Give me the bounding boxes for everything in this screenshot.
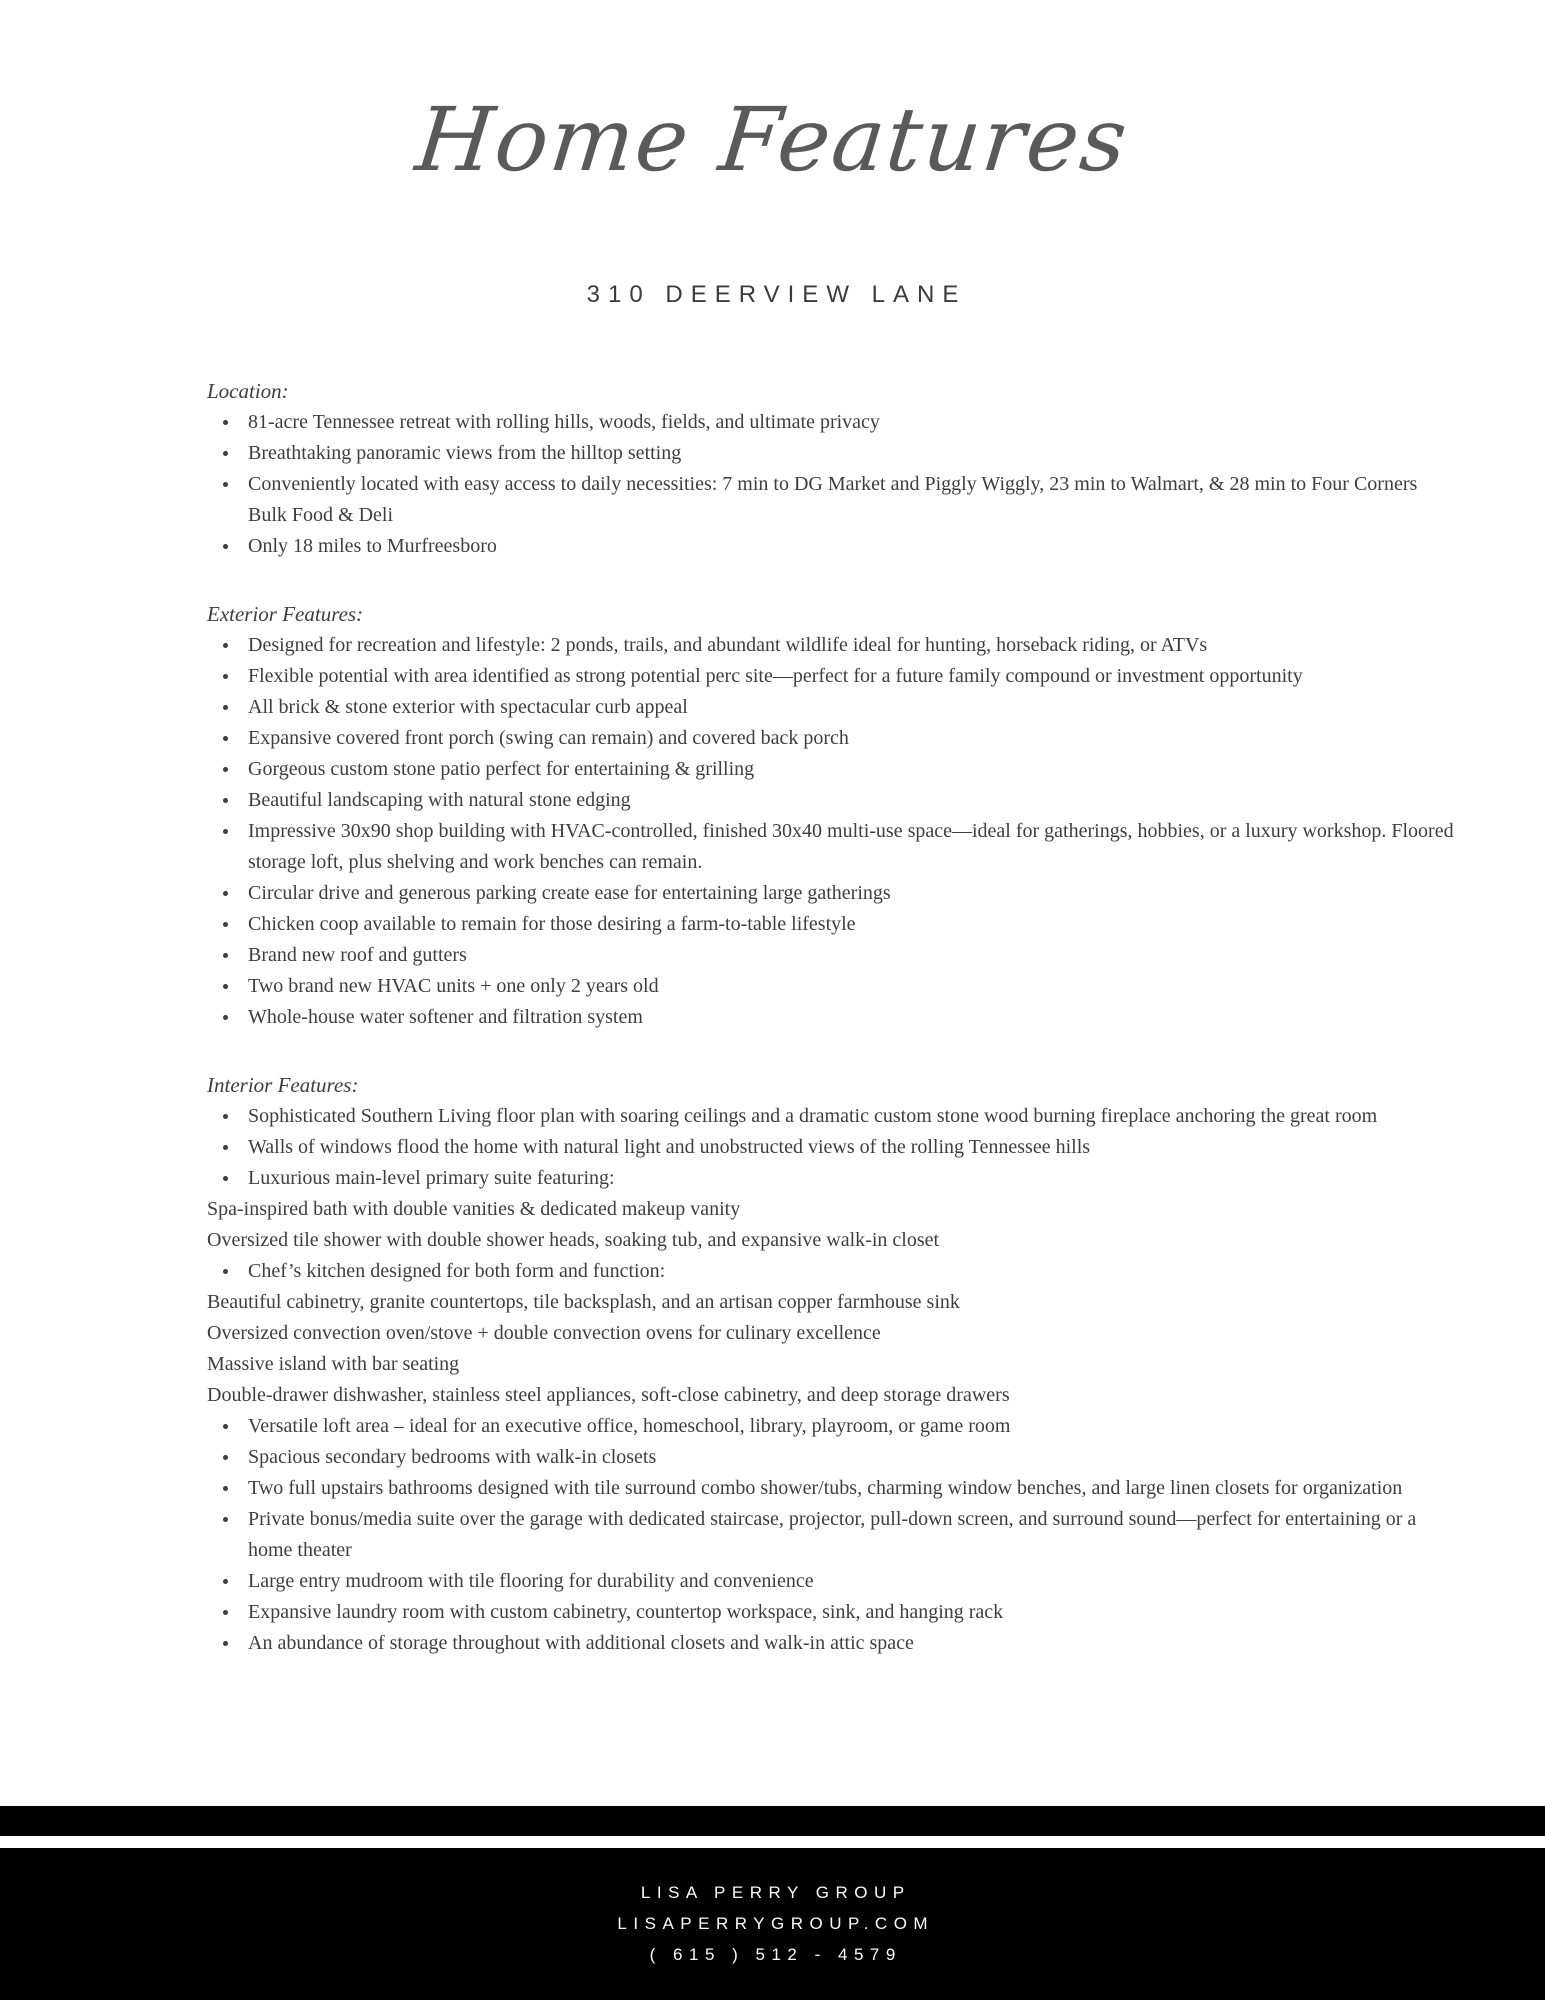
bullet-icon [223,798,228,803]
bullet-list-item [207,1504,1458,1566]
bullet-list-item [207,1101,1458,1132]
item-text: Expansive laundry room with custom cabinetry, countertop workspace, sink, and hanging rack [248,1601,1004,1623]
bullet-list-item [207,785,1458,816]
bullet-icon [223,643,228,648]
bullet-list-item [207,1473,1458,1504]
bullet-list-item [207,1132,1458,1163]
section-heading: Interior Features: [207,1073,359,1097]
bullet-icon [223,922,228,927]
item-text: Designed for recreation and lifestyle: 2 ponds, trails, and abundant wildlife ideal for hunting, horseback riding, or ATVs [248,634,1208,656]
bullet-list-item [207,692,1458,723]
section [207,1070,1458,1659]
item-text: Versatile loft area – ideal for an executive office, homeschool, library, playroom, or game room [248,1415,1011,1437]
bullet-icon [223,1145,228,1150]
plain-list-item [207,1194,1458,1225]
bullet-list-item [207,531,1458,562]
bullet-icon [223,829,228,834]
plain-list-item [207,1225,1458,1256]
bullet-icon [223,1015,228,1020]
features-content [207,376,1458,1659]
item-text: Two full upstairs bathrooms designed with tile surround combo shower/tubs, charming window benches, and large linen closets for organization [248,1477,1403,1499]
bullet-list-item [207,1566,1458,1597]
item-text: Flexible potential with area identified as strong potential perc site—perfect for a future family compound or investment opportunity [248,665,1303,687]
bullet-list-item [207,754,1458,785]
section [207,376,1458,562]
bullet-icon [223,1579,228,1584]
bullet-icon [223,482,228,487]
item-text: 81-acre Tennessee retreat with rolling hills, woods, fields, and ultimate privacy [248,411,880,433]
item-text: Massive island with bar seating [207,1353,460,1375]
section-heading: Location: [207,379,289,403]
item-text: Walls of windows flood the home with natural light and unobstructed views of the rolling Tennessee hills [248,1136,1091,1158]
item-text: Chicken coop available to remain for those desiring a farm-to-table lifestyle [248,913,856,935]
item-text: All brick & stone exterior with spectacular curb appeal [248,696,688,718]
item-text: Beautiful cabinetry, granite countertops, tile backsplash, and an artisan copper farmhouse sink [207,1291,960,1313]
bullet-list-item [207,971,1458,1002]
item-text: Only 18 miles to Murfreesboro [248,535,497,557]
bullet-list-item [207,1002,1458,1033]
bullet-icon [223,767,228,772]
bullet-list-item [207,1597,1458,1628]
bullet-icon [223,1641,228,1646]
bullet-list-item [207,1411,1458,1442]
item-text: Gorgeous custom stone patio perfect for entertaining & grilling [248,758,755,780]
bullet-icon [223,451,228,456]
bullet-icon [223,1424,228,1429]
bullet-list-item [207,723,1458,754]
bullet-icon [223,984,228,989]
bullet-icon [223,736,228,741]
item-text: Breathtaking panoramic views from the hilltop setting [248,442,682,464]
property-address: 310 DEERVIEW LANE [586,281,967,308]
bullet-icon [223,1610,228,1615]
plain-list-item [207,1287,1458,1318]
bullet-list-item [207,909,1458,940]
bullet-icon [223,1517,228,1522]
plain-list-item [207,1349,1458,1380]
footer-phone: ( 615 ) 512 - 4579 [649,1945,902,1964]
bullet-icon [223,420,228,425]
bullet-list-item [207,1256,1458,1287]
item-text: Oversized convection oven/stove + double convection ovens for culinary excellence [207,1322,881,1344]
item-text: Conveniently located with easy access to daily necessities: 7 min to DG Market and Piggly Wiggly, 23 min to Walmart, & 28 min to Four Corners Bulk Food & Deli [248,473,1418,526]
footer-website: LISAPERRYGROUP.COM [617,1914,935,1933]
bullet-icon [223,891,228,896]
item-text: Two brand new HVAC units + one only 2 years old [248,975,659,997]
bullet-list-item [207,940,1458,971]
footer [0,1848,1545,2000]
item-text: Circular drive and generous parking create ease for entertaining large gatherings [248,882,891,904]
item-text: Sophisticated Southern Living floor plan with soaring ceilings and a dramatic custom stone wood burning fireplace anchoring the great room [248,1105,1378,1127]
item-text: An abundance of storage throughout with additional closets and walk-in attic space [248,1632,914,1654]
bullet-list-item [207,1628,1458,1659]
plain-list-item [207,1318,1458,1349]
item-text: Spa-inspired bath with double vanities & dedicated makeup vanity [207,1198,741,1220]
bullet-list-item [207,661,1458,692]
bullet-list-item [207,1163,1458,1194]
bullet-icon [223,1269,228,1274]
bullet-icon [223,1114,228,1119]
bullet-list-item [207,630,1458,661]
bullet-icon [223,1486,228,1491]
section [207,599,1458,1033]
item-text: Double-drawer dishwasher, stainless steel appliances, soft-close cabinetry, and deep storage drawers [207,1384,1010,1406]
item-text: Brand new roof and gutters [248,944,467,966]
item-text: Large entry mudroom with tile flooring for durability and convenience [248,1570,814,1592]
item-text: Expansive covered front porch (swing can remain) and covered back porch [248,727,849,749]
bullet-list-item [207,816,1458,878]
bullet-icon [223,1176,228,1181]
item-text: Luxurious main-level primary suite featuring: [248,1167,615,1189]
bullet-list-item [207,1442,1458,1473]
plain-list-item [207,1380,1458,1411]
bullet-list-item [207,438,1458,469]
item-text: Whole-house water softener and filtration system [248,1006,643,1028]
bullet-icon [223,674,228,679]
item-text: Chef’s kitchen designed for both form and function: [248,1260,666,1282]
bullet-icon [223,953,228,958]
footer-brand: LISA PERRY GROUP [640,1883,911,1902]
bullet-icon [223,1455,228,1460]
section-heading: Exterior Features: [207,602,364,626]
item-text: Oversized tile shower with double shower heads, soaking tub, and expansive walk-in closet [207,1229,940,1251]
item-text: Spacious secondary bedrooms with walk-in closets [248,1446,657,1468]
bullet-list-item [207,878,1458,909]
bullet-list-item [207,407,1458,438]
item-text: Beautiful landscaping with natural stone edging [248,789,631,811]
divider-bar [0,1806,1545,1836]
item-text: Impressive 30x90 shop building with HVAC-controlled, finished 30x40 multi-use space—ideal for gatherings, hobbies, or a luxury workshop. Floored storage loft, plus shelving and work benches can remain. [248,820,1454,873]
page-title: Home Features [411,88,1134,191]
item-text: Private bonus/media suite over the garage with dedicated staircase, projector, pull-down screen, and surround sound—perfect for entertaining or a home theater [248,1508,1417,1561]
bullet-list-item [207,469,1458,531]
bullet-icon [223,544,228,549]
bullet-icon [223,705,228,710]
